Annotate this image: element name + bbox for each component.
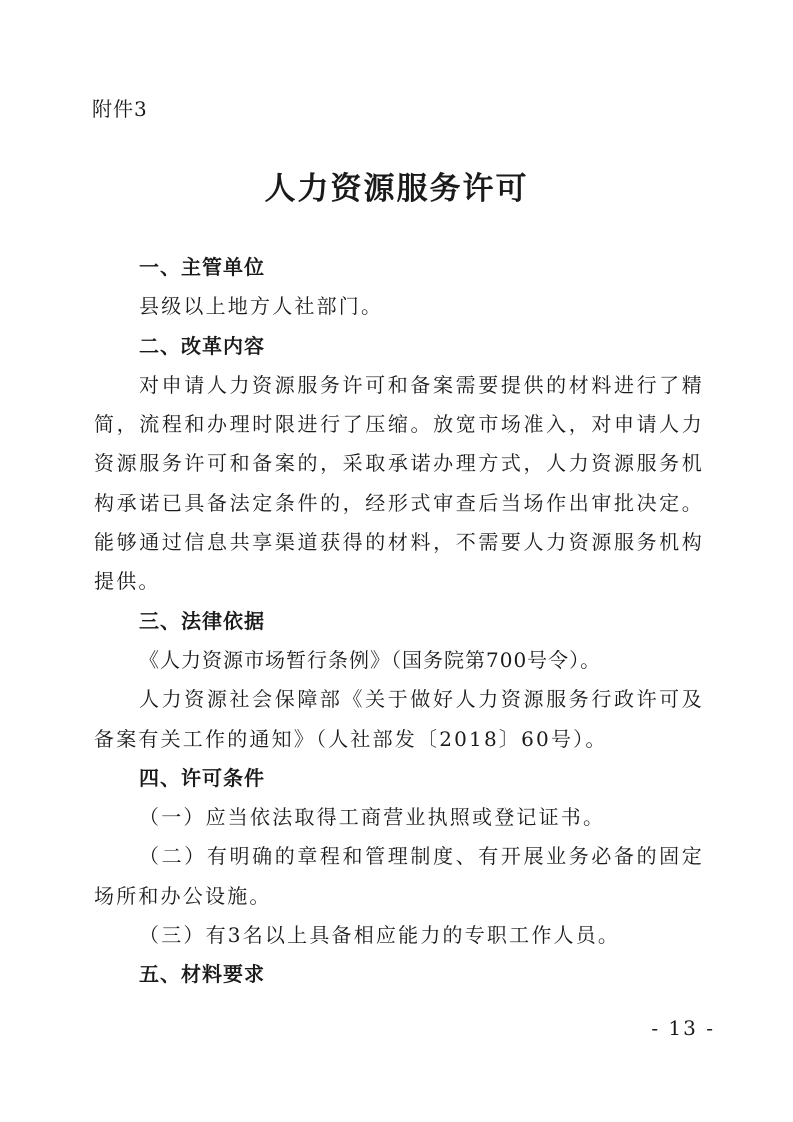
paragraph-condition-1: （一）应当依法取得工商营业执照或登记证书。 <box>139 805 606 830</box>
paragraph-reform: 对申请人力资源服务许可和备案需要提供的材料进行了精简，流程和办理时限进行了压缩。放宽市场准入，对申请人力资源服务许可和备案的，采取承诺办理方式，人力资源服务机构承诺已具备法定条件的，经形式审查后当场作出审批决定。能够通过信息共享渠道获得的材料，不需要人力资源服务机构提供。 <box>94 372 704 594</box>
page-number: - 13 - <box>651 1016 715 1040</box>
section-heading-5: 五、材料要求 <box>139 962 265 987</box>
document-body <box>94 248 704 995</box>
section-heading-1: 一、主管单位 <box>139 255 265 279</box>
document-title: 人力资源服务许可 <box>264 171 529 207</box>
section-heading-3: 三、法律依据 <box>139 608 265 633</box>
section-heading-4: 四、许可条件 <box>139 765 265 790</box>
attachment-label: 附件3 <box>92 97 148 121</box>
paragraph-law-1: 《人力资源市场暂行条例》（国务院第700号令）。 <box>139 647 602 672</box>
paragraph-authority: 县级以上地方人社部门。 <box>139 294 384 319</box>
paragraph-condition-3: （三）有3名以上具备相应能力的专职工作人员。 <box>139 923 621 948</box>
section-heading-2: 二、改革内容 <box>139 333 265 358</box>
paragraph-condition-2: （二）有明确的章程和管理制度、有开展业务必备的固定场所和办公设施。 <box>94 844 704 908</box>
paragraph-law-2: 人力资源社会保障部《关于做好人力资源服务行政许可及备案有关工作的通知》（人社部发〔2018〕60号）。 <box>94 687 704 751</box>
